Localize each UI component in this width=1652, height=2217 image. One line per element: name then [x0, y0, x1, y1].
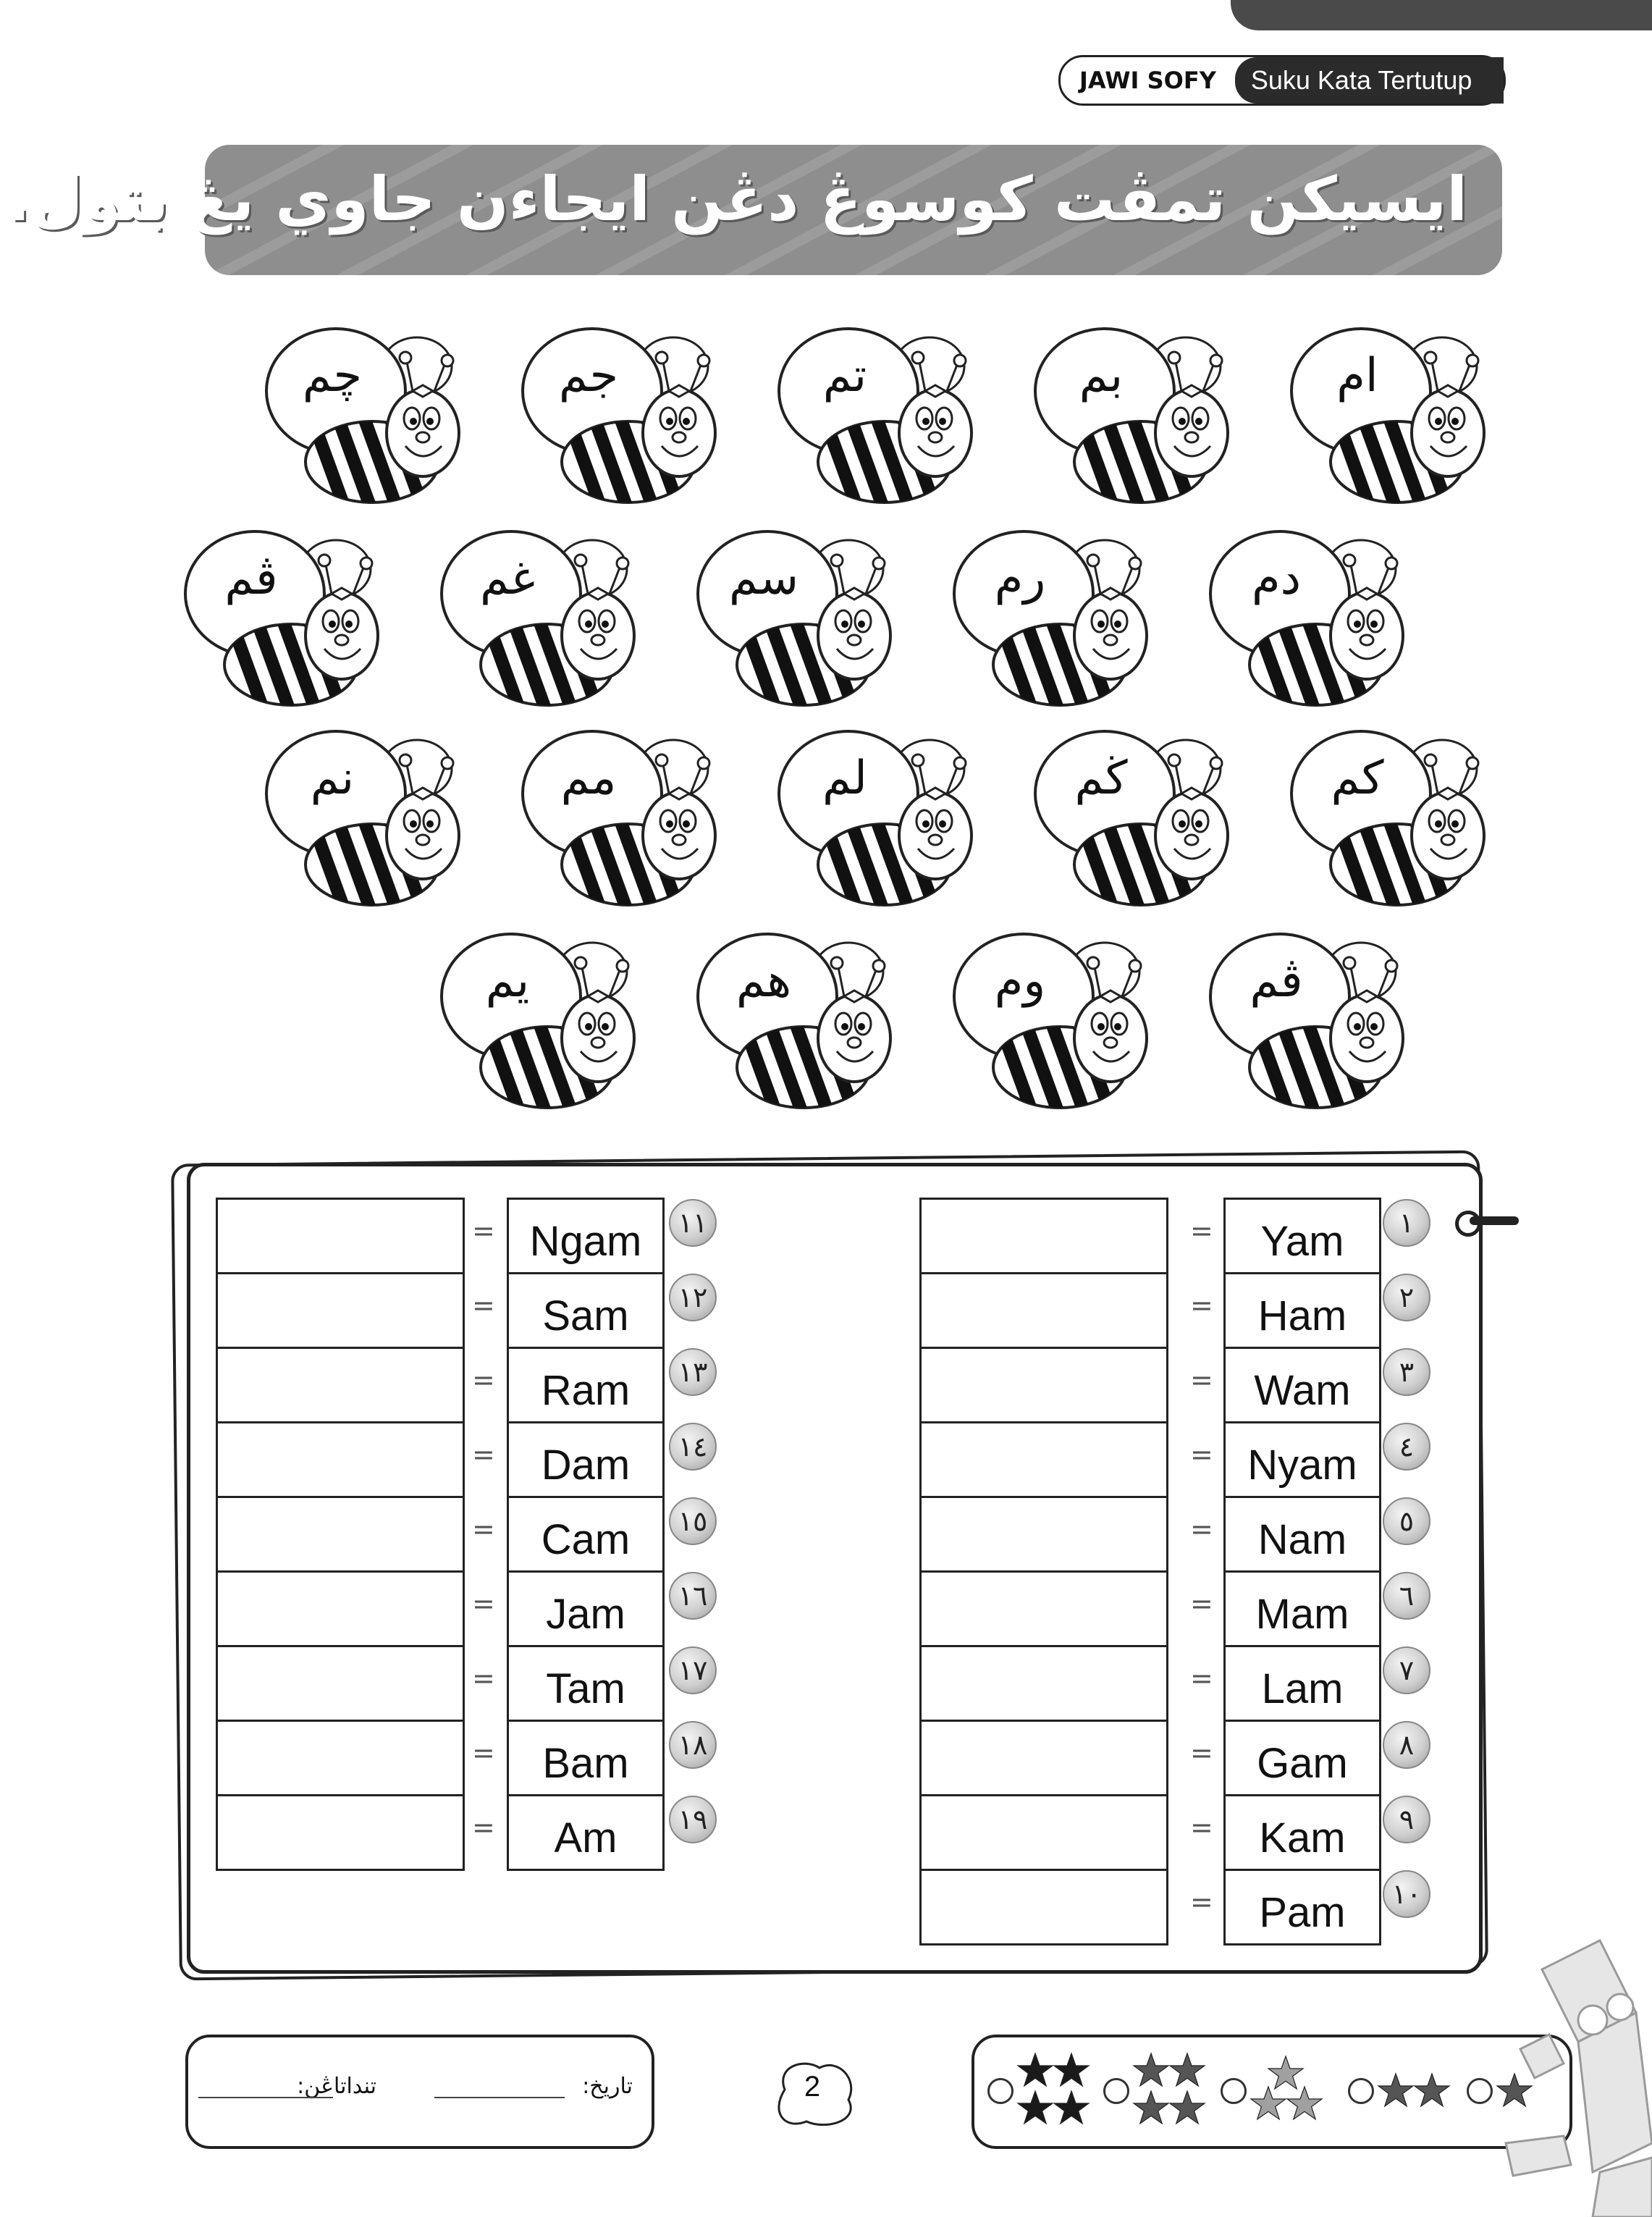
bee-syllable: غم: [479, 552, 536, 605]
bee-card: [695, 930, 898, 1118]
syllable-box: [507, 1198, 665, 1274]
bee-syllable: كم: [1331, 752, 1384, 805]
answer-box[interactable]: [216, 1198, 465, 1274]
rumi-syllable: Nam: [1257, 1515, 1347, 1563]
question-number: ٢: [1383, 1274, 1430, 1321]
rumi-syllable: Mam: [1255, 1590, 1349, 1638]
bee-card: [520, 727, 722, 915]
answer-box[interactable]: [919, 1347, 1168, 1423]
equals-sign: =: [472, 1588, 495, 1620]
bee-card: [1208, 930, 1410, 1118]
bee-card: [439, 527, 641, 715]
instruction-text: ايسيكن تمڤت كوسوڠ دڠن ايجاءن جاوي يڠ بتول.: [7, 164, 1467, 235]
signature-label: تنداتاڠن:: [297, 2074, 376, 2099]
syllable-box: [1223, 1347, 1381, 1423]
rumi-syllable: Ram: [541, 1366, 631, 1414]
equals-sign: =: [472, 1215, 495, 1247]
equals-sign: =: [472, 1290, 495, 1321]
star-rating-box: [972, 2035, 1572, 2149]
answer-box[interactable]: [216, 1496, 465, 1573]
equals-sign: =: [1190, 1290, 1213, 1321]
equals-sign: =: [1190, 1364, 1213, 1396]
equals-sign: =: [472, 1662, 495, 1694]
equals-sign: =: [1190, 1439, 1213, 1471]
rating-option-circle[interactable]: [1348, 2078, 1374, 2104]
syllable-box: [507, 1794, 665, 1871]
syllable-box: [1223, 1496, 1381, 1573]
question-number: ١٩: [669, 1796, 717, 1843]
rating-stars: [1245, 2046, 1332, 2133]
answer-box[interactable]: [216, 1645, 465, 1722]
answer-box[interactable]: [919, 1198, 1168, 1274]
question-number: ٤: [1383, 1423, 1430, 1471]
pencil-mascot-icon: [1491, 1926, 1652, 2217]
syllable-box: [1223, 1794, 1381, 1871]
question-number: ٦: [1383, 1572, 1430, 1620]
bee-syllable: يم: [485, 954, 530, 1008]
star-icon: [1134, 2053, 1168, 2086]
equals-sign: =: [472, 1513, 495, 1545]
bee-card: [776, 727, 979, 915]
rumi-syllable: Ngam: [529, 1217, 642, 1265]
bee-card: [951, 527, 1154, 715]
rumi-syllable: Dam: [541, 1441, 631, 1489]
bee-syllable: وم: [994, 954, 1046, 1008]
bee-syllable: ڬم: [1074, 752, 1128, 805]
topic-title: Suku Kata Tertutup: [1235, 57, 1504, 104]
rating-option-circle[interactable]: [987, 2078, 1013, 2104]
syllable-box: [507, 1645, 665, 1722]
syllable-box: [1223, 1720, 1381, 1796]
rumi-syllable: Ham: [1257, 1292, 1347, 1339]
bee-syllable: تم: [822, 349, 867, 403]
rumi-syllable: Pam: [1259, 1888, 1346, 1936]
rating-stars: [1373, 2046, 1459, 2133]
answer-box[interactable]: [919, 1272, 1168, 1349]
equals-sign: =: [1190, 1886, 1213, 1918]
star-icon: [1054, 2091, 1089, 2124]
date-signature-box: [185, 2035, 654, 2149]
equals-sign: =: [1190, 1737, 1213, 1769]
syllable-box: [507, 1347, 665, 1423]
star-icon: [1018, 2053, 1053, 2086]
bee-card: [951, 930, 1154, 1118]
question-number: ١: [1383, 1199, 1430, 1247]
equals-sign: =: [1190, 1513, 1213, 1545]
rumi-syllable: Tam: [546, 1665, 625, 1712]
bee-card: [1289, 324, 1491, 513]
equals-sign: =: [1190, 1215, 1213, 1247]
star-icon: [1287, 2087, 1322, 2119]
star-icon: [1251, 2087, 1286, 2119]
notebook-clip-icon: [1470, 1216, 1519, 1225]
question-number: ١٧: [669, 1646, 717, 1694]
question-number: ١١: [669, 1199, 717, 1247]
star-icon: [1018, 2091, 1053, 2124]
bee-syllable: مم: [560, 752, 617, 805]
answer-box[interactable]: [919, 1720, 1168, 1796]
answer-box[interactable]: [919, 1794, 1168, 1871]
answer-box[interactable]: [216, 1570, 465, 1647]
syllable-box: [507, 1272, 665, 1349]
bee-card: [1208, 527, 1410, 715]
rumi-syllable: Bam: [542, 1739, 629, 1787]
bee-syllable: رم: [994, 552, 1046, 605]
syllable-box: [1223, 1272, 1381, 1349]
rumi-syllable: Gam: [1257, 1739, 1348, 1787]
star-icon: [1134, 2091, 1168, 2124]
bee-syllable: هم: [736, 954, 792, 1008]
star-icon: [1170, 2091, 1205, 2124]
rumi-syllable: Wam: [1254, 1366, 1351, 1414]
date-label: تاريخ:: [582, 2074, 633, 2099]
star-icon: [1268, 2056, 1303, 2089]
bee-syllable: جم: [558, 349, 619, 403]
question-number: ١٢: [669, 1274, 717, 1321]
syllable-box: [1223, 1869, 1381, 1945]
rumi-syllable: Yam: [1260, 1217, 1344, 1265]
equals-sign: =: [472, 1364, 495, 1396]
rumi-syllable: Sam: [542, 1292, 629, 1339]
question-number: ٨: [1383, 1721, 1430, 1769]
syllable-box: [507, 1570, 665, 1647]
brand-name: JAWI SOFY: [1079, 67, 1216, 94]
bee-syllable: بم: [1079, 349, 1124, 403]
rumi-syllable: Nyam: [1247, 1441, 1357, 1489]
bee-syllable: دم: [1251, 552, 1302, 605]
answer-box[interactable]: [216, 1347, 465, 1423]
question-number: ٣: [1383, 1348, 1430, 1396]
rumi-syllable: Jam: [546, 1590, 625, 1638]
question-number: ١٦: [669, 1572, 717, 1620]
answer-box[interactable]: [919, 1421, 1168, 1498]
question-number: ١٣: [669, 1348, 717, 1396]
bee-syllable: لم: [822, 752, 868, 805]
rating-option-circle[interactable]: [1467, 2078, 1493, 2104]
answer-box[interactable]: [216, 1272, 465, 1349]
bee-card: [1289, 727, 1491, 915]
syllable-box: [1223, 1645, 1381, 1722]
question-number: ٧: [1383, 1646, 1430, 1694]
bee-card: [264, 324, 466, 513]
syllable-box: [1223, 1421, 1381, 1498]
syllable-box: [1223, 1570, 1381, 1647]
answer-box[interactable]: [216, 1720, 465, 1796]
date-line[interactable]: [434, 2097, 565, 2098]
equals-sign: =: [472, 1812, 495, 1843]
equals-sign: =: [1190, 1662, 1213, 1694]
signature-line[interactable]: [198, 2097, 333, 2098]
rumi-syllable: Kam: [1259, 1814, 1346, 1861]
rating-option-circle[interactable]: [1103, 2078, 1129, 2104]
question-number: ١٤: [669, 1423, 717, 1471]
answer-box[interactable]: [919, 1496, 1168, 1573]
rating-stars: [1128, 2046, 1215, 2133]
answer-box[interactable]: [919, 1645, 1168, 1722]
bee-card: [695, 527, 898, 715]
question-number: ١٠: [1383, 1870, 1430, 1918]
bee-card: [182, 527, 385, 715]
equals-sign: =: [472, 1439, 495, 1471]
answer-box[interactable]: [919, 1570, 1168, 1647]
star-icon: [1054, 2053, 1089, 2086]
bee-syllable: ڤم: [1249, 954, 1303, 1008]
bee-syllable: سم: [728, 552, 799, 605]
equals-sign: =: [472, 1737, 495, 1769]
bee-card: [1032, 324, 1235, 513]
bee-card: [520, 324, 722, 513]
question-number: ٥: [1383, 1497, 1430, 1545]
question-number: ٩: [1383, 1796, 1430, 1843]
bee-card: [1032, 727, 1235, 915]
bee-syllable: ڤم: [224, 552, 278, 605]
syllable-box: [507, 1720, 665, 1796]
answer-box[interactable]: [216, 1421, 465, 1498]
bee-card: [264, 727, 466, 915]
star-icon: [1170, 2053, 1205, 2086]
bee-syllable: چم: [302, 349, 363, 403]
star-icon: [1415, 2074, 1449, 2106]
rating-stars: [1012, 2046, 1099, 2133]
syllable-box: [1223, 1198, 1381, 1274]
answer-box[interactable]: [216, 1794, 465, 1871]
bee-syllable: ام: [1336, 349, 1378, 403]
syllable-box: [507, 1496, 665, 1573]
page-number: 2: [804, 2071, 821, 2103]
question-number: ١٨: [669, 1721, 717, 1769]
equals-sign: =: [1190, 1588, 1213, 1620]
rumi-syllable: Cam: [541, 1515, 631, 1563]
answer-box[interactable]: [919, 1869, 1168, 1945]
bee-card: [776, 324, 979, 513]
bee-card: [439, 930, 641, 1118]
rumi-syllable: Am: [554, 1814, 618, 1861]
equals-sign: =: [1190, 1812, 1213, 1843]
star-icon: [1378, 2074, 1413, 2106]
rating-option-circle[interactable]: [1221, 2078, 1247, 2104]
syllable-box: [507, 1421, 665, 1498]
rumi-syllable: Lam: [1261, 1665, 1344, 1712]
bee-syllable: نم: [310, 752, 355, 805]
question-number: ١٥: [669, 1497, 717, 1545]
